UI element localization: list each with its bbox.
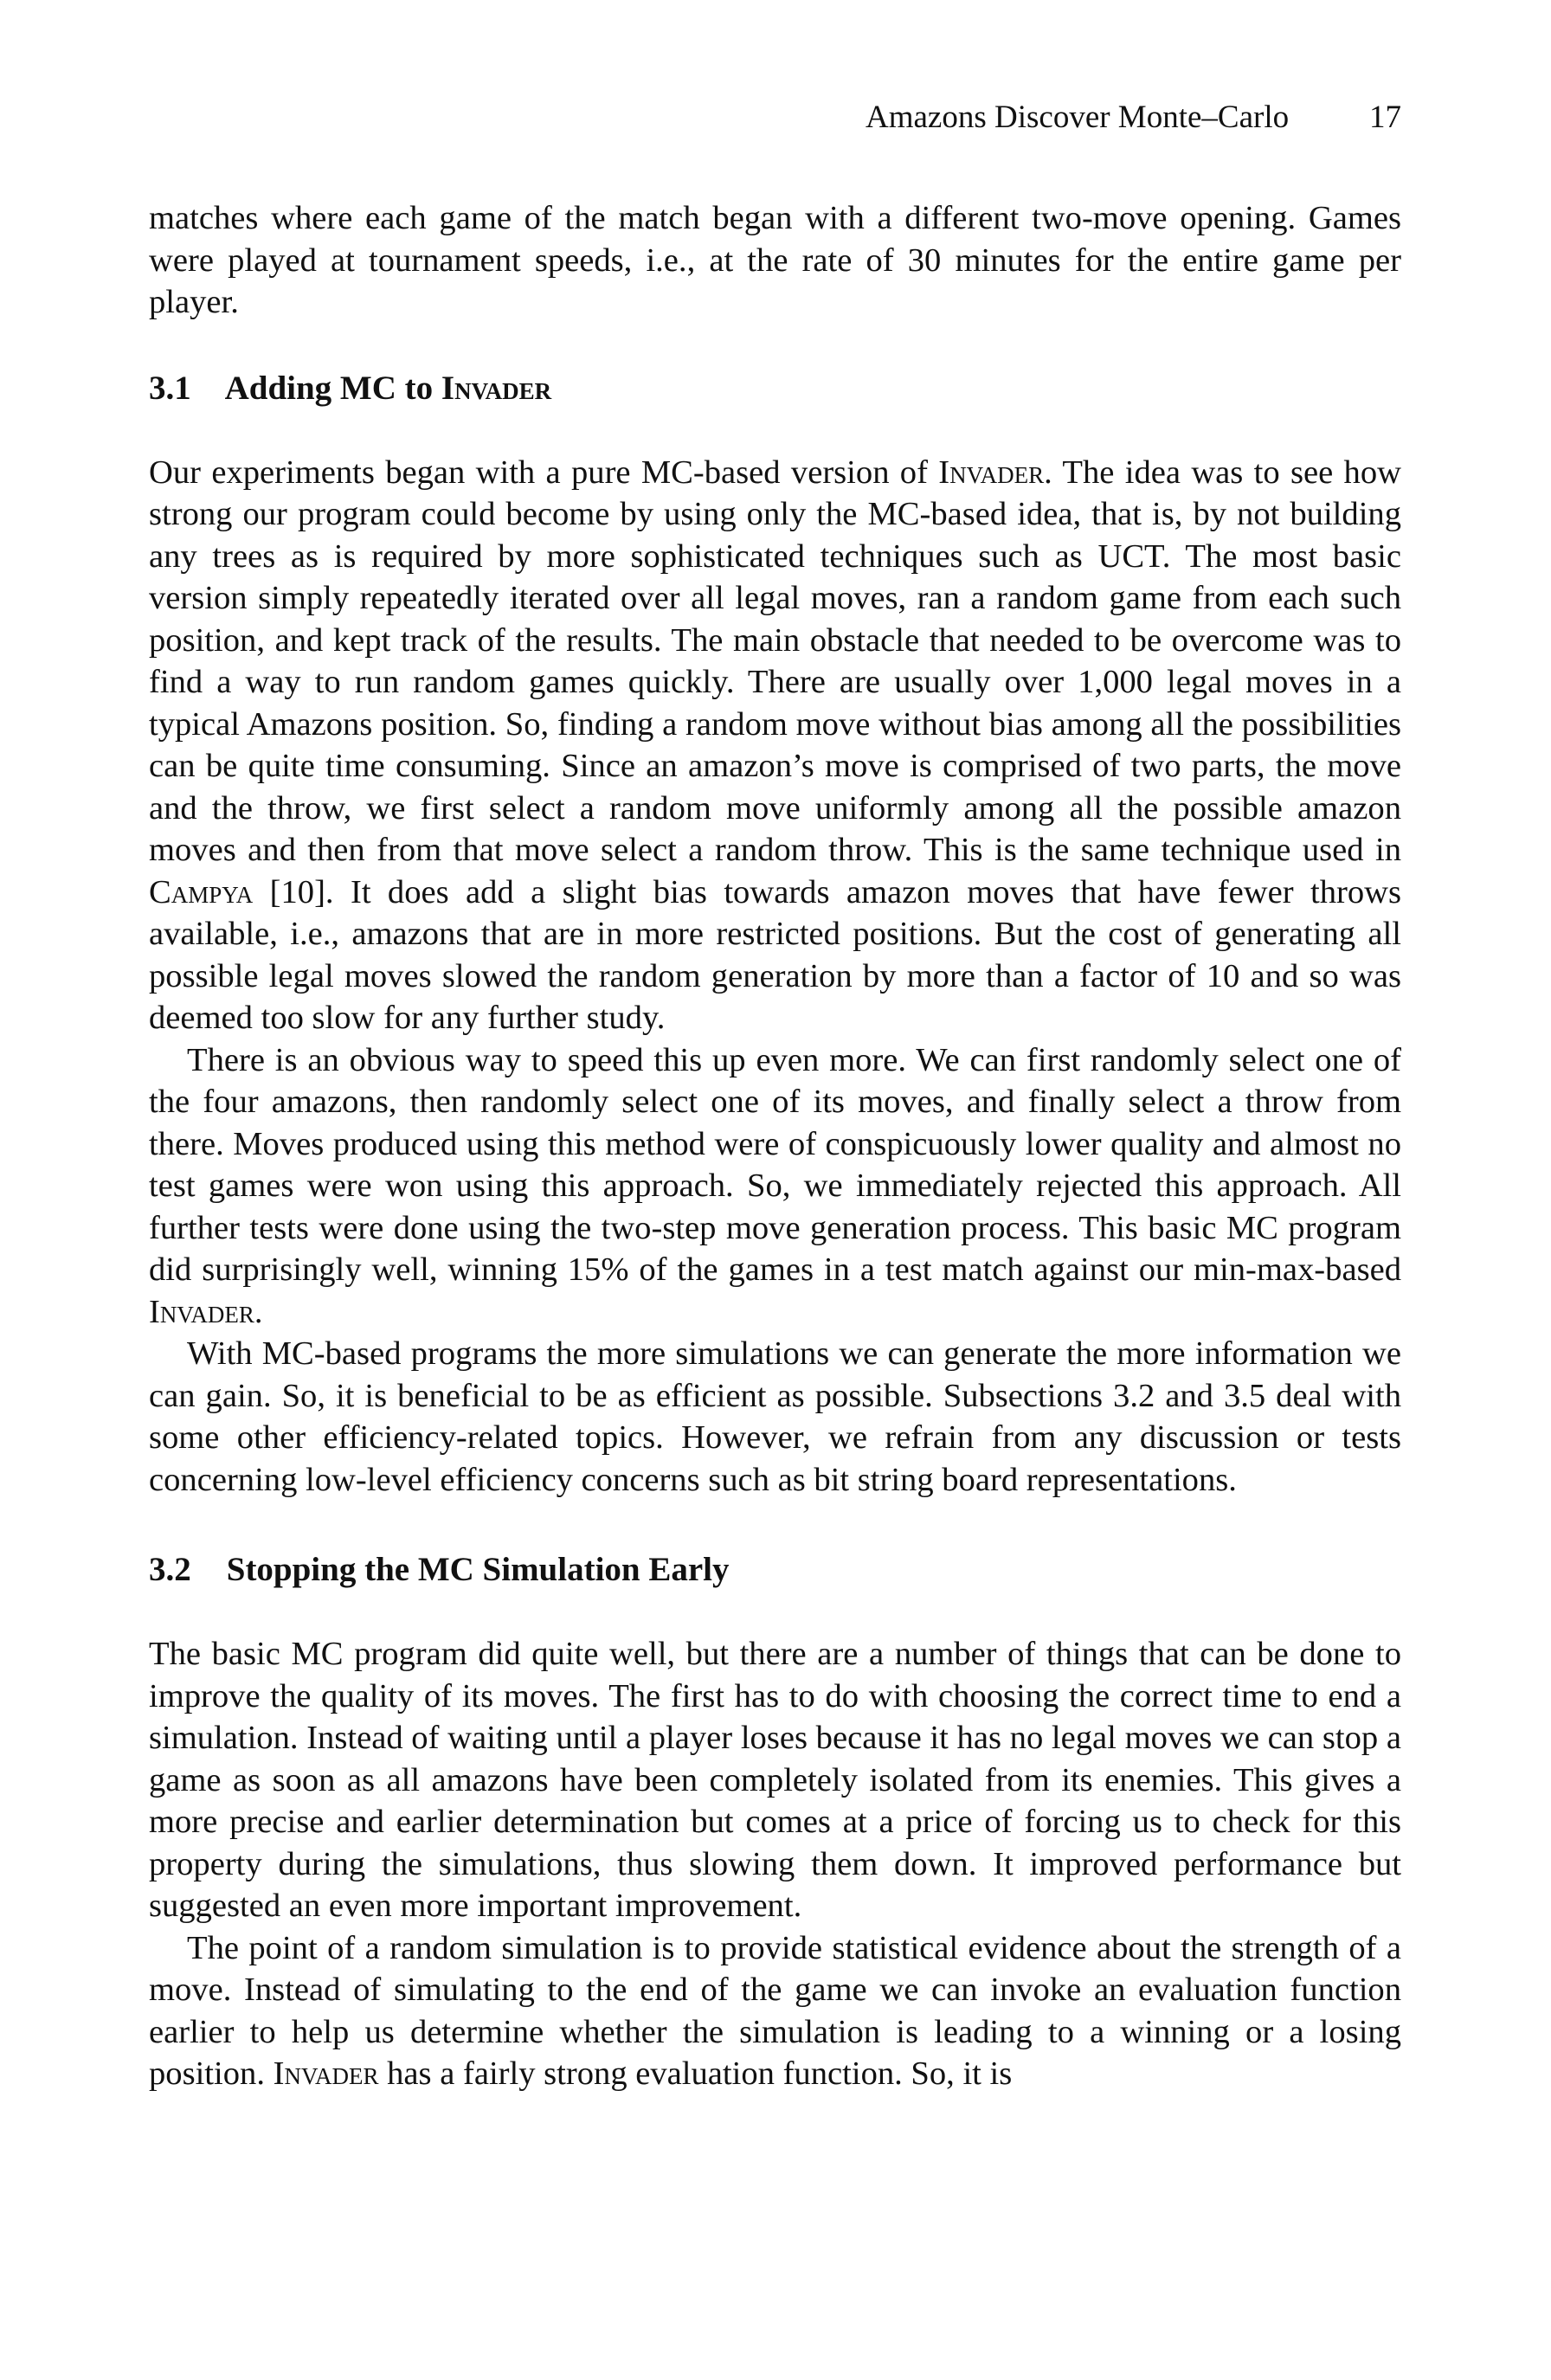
section-3-2-heading [149, 1549, 1401, 1591]
text-run: Our experiments began with a pure MC-based version of [149, 453, 939, 491]
section-3-2-paragraph-1: The basic MC program did quite well, but there are a number of things that can be done to improve the quality of its moves. The first has to do with choosing the correct time to end a simulation. Instead of waiting until a player loses because it has no legal moves we can stop a game as soon as all amazons have been completely isolated from its enemies. This gives a more precise and earlier determination but comes at a price of forcing us to check for this property during the simulations, thus slowing them down. It improved performance but suggested an even more important improvement. [149, 1636, 1401, 1924]
program-name: Invader [273, 2055, 379, 2092]
section-number: 3.2 [149, 1551, 191, 1588]
section-title: Stopping the MC Simulation Early [226, 1551, 730, 1588]
section-number: 3.1 [149, 369, 191, 407]
body-text [149, 197, 1401, 2095]
section-title [225, 370, 552, 407]
section-3-2-paragraph-2 [149, 1927, 1401, 2095]
text-run: . The idea was to see how strong our program could become by using only the MC-based idea, that is, by not building any trees as is required by more sophisticated techniques such as UCT. The most basic version simply repeatedly iterated over all legal moves, ran a random game from each such position, and kept track of the results. The main obstacle that needed to be overcome was to find a way to run random games quickly. There are usually over 1,000 legal moves in a typical Amazons position. So, finding a random move without bias among all the possibilities can be quite time consuming. Since an amazon’s move is comprised of two parts, the move and the throw, we first select a random move uniformly among all the possible amazon moves and then from that move select a random throw. This is the same technique used in [149, 453, 1401, 868]
page-number: 17 [1369, 100, 1401, 135]
section-3-1-paragraph-3: With MC-based programs the more simulations we can generate the more information we can gain. So, it is beneficial to be as efficient as possible. Subsections 3.2 and 3.5 deal with some other efficiency-related topics. However, we refrain from any discussion or tests concerning low-level efficiency concerns such as bit string board representations. [149, 1335, 1401, 1498]
text-run: . [254, 1293, 263, 1330]
text-run: has a fairly strong evaluation function. So, it is [378, 2055, 1013, 2092]
intro-paragraph: matches where each game of the match began with a different two-move opening. Games were played at tournament speeds, i.e., at the rate of 30 minutes for the entire game per player. [149, 200, 1401, 320]
program-name: Invader [149, 1293, 254, 1330]
section-3-1-paragraph-2 [149, 1039, 1401, 1334]
text-run: The point of a random simulation is to provide statistical evidence about the strength of a move. Instead of simulating to the end of the game we can invoke an evaluation function earlier to help us determine whether the simulation is leading to a winning or a losing position. [149, 1929, 1401, 2092]
section-3-1-heading [149, 368, 1401, 409]
text-run: [10]. It does add a slight bias towards amazon moves that have fewer throws available, i.e., amazons that are in more restricted positions. But the cost of generating all possible legal moves slowed the random generation by more than a factor of 10 and so was deemed too slow for any further study. [149, 873, 1401, 1036]
running-head-title: Amazons Discover Monte–Carlo [866, 100, 1290, 135]
program-name: Campya [149, 873, 254, 910]
program-name: Invader [938, 453, 1045, 491]
section-title-text: Adding MC to [224, 369, 441, 407]
text-run: There is an obvious way to speed this up even more. We can first randomly select one of the four amazons, then randomly select one of its moves, and finally select a throw from there. Moves produced using this method were of conspicuously lower quality and almost no test games were won using this approach. So, we immediately rejected this approach. All further tests were done using the two-step move generation process. This basic MC program did surprisingly well, winning 15% of the games in a test match against our min-max-based [149, 1041, 1401, 1288]
program-name: Invader [441, 369, 552, 407]
section-3-1-paragraph-1 [149, 452, 1401, 1039]
